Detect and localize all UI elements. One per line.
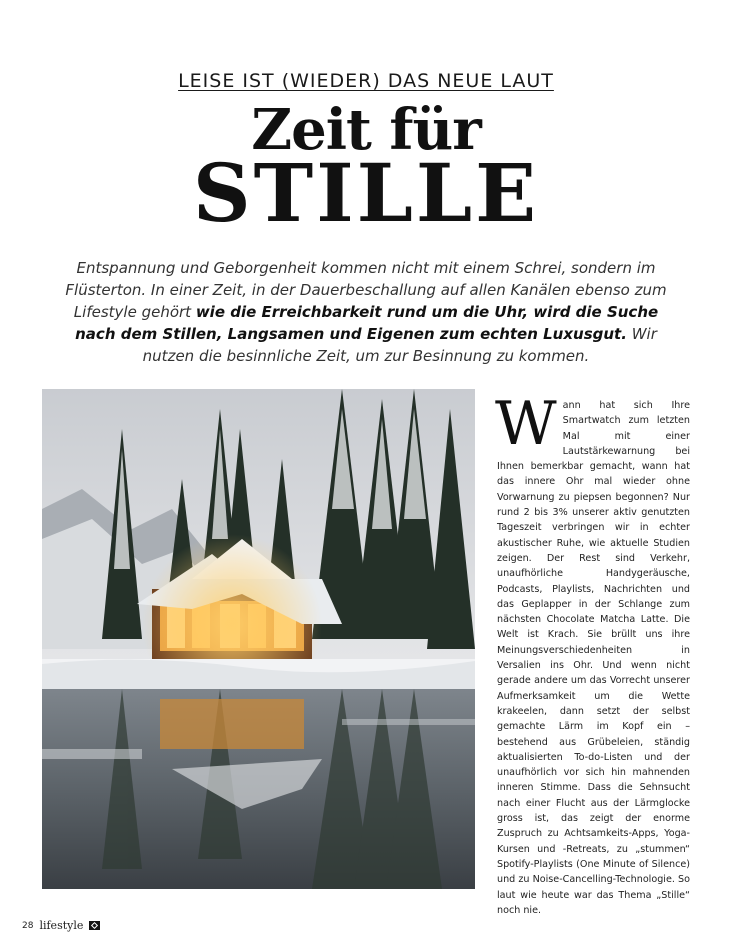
lead-intro: Entspannung und Geborgenheit kommen nicht mit einem Schrei, sondern im Flüsterton. In einer Zeit, in der Dauerbeschallung auf allen Kanälen ebenso zum Lifestyle gehört: [65, 259, 667, 321]
title-line-2: STILLE: [192, 146, 540, 240]
page-number: 28: [22, 920, 34, 931]
page-footer: [22, 919, 100, 932]
photo-snowy-lodge: [42, 389, 475, 889]
kicker-text: LEISE IST (WIEDER) DAS NEUE LAUT: [178, 70, 554, 92]
title-line-1: Zeit für: [251, 97, 481, 163]
lead-outro: Wir nutzen die besinnliche Zeit, um zur Besinnung zu kommen.: [142, 325, 657, 365]
brand-name: lifestyle: [39, 919, 84, 932]
brand-logo-icon: [89, 921, 100, 930]
drop-cap: W: [495, 389, 557, 459]
lead-paragraph: [60, 257, 672, 367]
article-kicker: [0, 70, 732, 92]
lead-bold: wie die Erreichbarkeit rund um die Uhr, wird die Suche nach dem Stillen, Langsamen und Eigenen zum echten Luxusgut.: [75, 303, 659, 343]
body-text: ann hat sich Ihre Smartwatch zum letzten Mal mit einer Lautstärkewarnung bei Ihnen bemerkbar gemacht, wann hat das innere Ohr mal wieder ohne Vorwarnung zu piepsen begonnen? Nur rund 2 bis 3% unserer aktiv genutzten Tageszeit verbringen wir in echter akustischer Ruhe, wie aktuelle Studien zeigen. Der Rest sind Verkehr, unaufhörliche Handygeräusche, Podcasts, Playlists, Nachrichten und das Geplapper in der Schlange zum nächsten Chocolate Matcha Latte. Die Welt ist Krach. Sie brüllt uns ihre Meinungsverschiedenheiten in Versalien ins Ohr. Und wenn nicht gerade andere um das Vorrecht unserer Aufmerksamkeit um die Wette krakeelen, dann setzt der selbst gemachte Lärm im Kopf ein – bestehend aus Grübeleien, ständig aktualisierten To-do-Listen und der unaufhörlich vor sich hin mahnenden inneren Stimme. Dass die Sehnsucht nach einer Flucht aus der Lärmglocke gross ist, das zeigt der enorme Zuspruch zu Achtsamkeits-Apps, Yoga-Kursen und -Retreats, zu „stummen“ Spotify-Playlists (One Minute of Silence) und zu Noise-Cancelling-Technologie. So laut wie heute war das Thema „Stille“ noch nie.: [497, 400, 690, 916]
body-text-column: [495, 389, 690, 918]
